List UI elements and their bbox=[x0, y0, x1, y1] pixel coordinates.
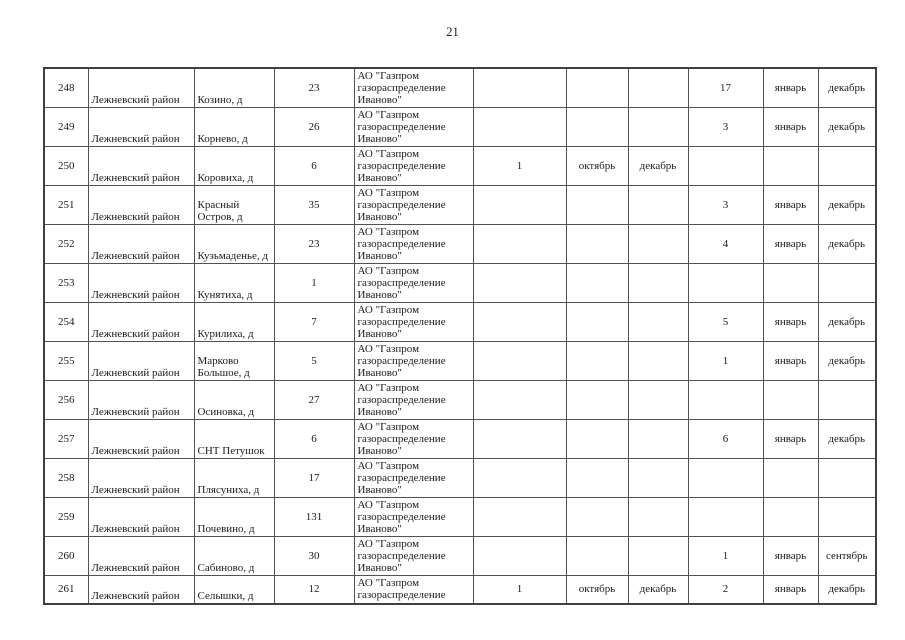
cell-supplier: АО "Газпром газораспределение Иваново" bbox=[354, 342, 473, 381]
page-number: 21 bbox=[446, 25, 459, 39]
cell-count-1: 27 bbox=[274, 381, 354, 420]
cell-settlement: Коровиха, д bbox=[194, 147, 274, 186]
cell-month-end-1 bbox=[628, 108, 688, 147]
cell-supplier: АО "Газпром газораспределение Иваново" bbox=[354, 537, 473, 576]
cell-district: Лежневский район bbox=[88, 68, 194, 108]
cell-month-start-1 bbox=[566, 303, 628, 342]
cell-count-2 bbox=[473, 342, 566, 381]
cell-month-end-2: декабрь bbox=[818, 420, 876, 459]
cell-district: Лежневский район bbox=[88, 576, 194, 604]
cell-month-start-2 bbox=[763, 147, 818, 186]
cell-count-2 bbox=[473, 498, 566, 537]
cell-count-1: 30 bbox=[274, 537, 354, 576]
cell-supplier: АО "Газпром газораспределение Иваново" bbox=[354, 459, 473, 498]
cell-month-end-2: сентябрь bbox=[818, 537, 876, 576]
cell-settlement: Почевино, д bbox=[194, 498, 274, 537]
cell-supplier: АО "Газпром газораспределение Иваново" bbox=[354, 303, 473, 342]
cell-district: Лежневский район bbox=[88, 342, 194, 381]
cell-count-2 bbox=[473, 264, 566, 303]
cell-month-end-1 bbox=[628, 459, 688, 498]
cell-count-2 bbox=[473, 186, 566, 225]
cell-month-start-1 bbox=[566, 420, 628, 459]
cell-district: Лежневский район bbox=[88, 420, 194, 459]
cell-month-start-2 bbox=[763, 381, 818, 420]
cell-month-end-2 bbox=[818, 498, 876, 537]
cell-supplier: АО "Газпром газораспределение bbox=[354, 576, 473, 604]
cell-count-3: 2 bbox=[688, 576, 763, 604]
cell-count-1: 35 bbox=[274, 186, 354, 225]
table-row bbox=[44, 498, 876, 537]
cell-settlement: Кузьмаденье, д bbox=[194, 225, 274, 264]
cell-month-end-2: декабрь bbox=[818, 68, 876, 108]
cell-month-end-2: декабрь bbox=[818, 186, 876, 225]
cell-count-1: 5 bbox=[274, 342, 354, 381]
cell-count-3 bbox=[688, 147, 763, 186]
cell-row-number: 260 bbox=[44, 537, 88, 576]
cell-supplier: АО "Газпром газораспределение Иваново" bbox=[354, 225, 473, 264]
cell-month-end-1 bbox=[628, 264, 688, 303]
cell-count-2 bbox=[473, 420, 566, 459]
cell-month-start-1 bbox=[566, 108, 628, 147]
cell-district: Лежневский район bbox=[88, 381, 194, 420]
cell-month-start-2: январь bbox=[763, 342, 818, 381]
cell-month-start-1 bbox=[566, 381, 628, 420]
cell-settlement: Красный Остров, д bbox=[194, 186, 274, 225]
table-row bbox=[44, 186, 876, 225]
cell-settlement: Осиновка, д bbox=[194, 381, 274, 420]
cell-month-end-2: декабрь bbox=[818, 108, 876, 147]
table-row bbox=[44, 459, 876, 498]
cell-count-3 bbox=[688, 264, 763, 303]
cell-count-1: 1 bbox=[274, 264, 354, 303]
cell-month-end-1 bbox=[628, 381, 688, 420]
cell-row-number: 261 bbox=[44, 576, 88, 604]
cell-month-end-1 bbox=[628, 225, 688, 264]
cell-settlement: Селышки, д bbox=[194, 576, 274, 604]
cell-settlement: Плясуниха, д bbox=[194, 459, 274, 498]
cell-row-number: 257 bbox=[44, 420, 88, 459]
cell-month-start-1: октябрь bbox=[566, 147, 628, 186]
cell-settlement: Кунятиха, д bbox=[194, 264, 274, 303]
cell-district: Лежневский район bbox=[88, 264, 194, 303]
cell-month-start-2 bbox=[763, 498, 818, 537]
cell-count-3 bbox=[688, 498, 763, 537]
cell-count-3: 17 bbox=[688, 68, 763, 108]
cell-month-end-2 bbox=[818, 459, 876, 498]
table-row bbox=[44, 381, 876, 420]
cell-month-end-1 bbox=[628, 68, 688, 108]
cell-count-1: 131 bbox=[274, 498, 354, 537]
cell-count-3: 3 bbox=[688, 108, 763, 147]
table-row bbox=[44, 420, 876, 459]
cell-count-1: 12 bbox=[274, 576, 354, 604]
cell-settlement: Сабиново, д bbox=[194, 537, 274, 576]
cell-row-number: 255 bbox=[44, 342, 88, 381]
cell-count-1: 26 bbox=[274, 108, 354, 147]
cell-month-end-1: декабрь bbox=[628, 576, 688, 604]
table-row bbox=[44, 68, 876, 108]
cell-count-3: 1 bbox=[688, 342, 763, 381]
cell-count-2 bbox=[473, 108, 566, 147]
cell-count-1: 6 bbox=[274, 420, 354, 459]
cell-month-start-2: январь bbox=[763, 537, 818, 576]
cell-month-start-2: январь bbox=[763, 68, 818, 108]
cell-month-end-2: декабрь bbox=[818, 342, 876, 381]
cell-count-1: 6 bbox=[274, 147, 354, 186]
cell-count-2 bbox=[473, 537, 566, 576]
cell-row-number: 253 bbox=[44, 264, 88, 303]
cell-month-start-2: январь bbox=[763, 576, 818, 604]
cell-month-end-2: декабрь bbox=[818, 225, 876, 264]
cell-count-3 bbox=[688, 381, 763, 420]
cell-month-start-1 bbox=[566, 68, 628, 108]
table-row bbox=[44, 576, 876, 604]
cell-settlement: Козино, д bbox=[194, 68, 274, 108]
cell-month-end-1 bbox=[628, 498, 688, 537]
cell-count-1: 7 bbox=[274, 303, 354, 342]
cell-month-start-2 bbox=[763, 459, 818, 498]
cell-district: Лежневский район bbox=[88, 498, 194, 537]
cell-supplier: АО "Газпром газораспределение Иваново" bbox=[354, 420, 473, 459]
cell-month-end-1 bbox=[628, 342, 688, 381]
cell-count-2 bbox=[473, 68, 566, 108]
cell-month-end-1 bbox=[628, 420, 688, 459]
cell-row-number: 252 bbox=[44, 225, 88, 264]
cell-month-start-1 bbox=[566, 264, 628, 303]
cell-month-end-2 bbox=[818, 147, 876, 186]
cell-month-end-2: декабрь bbox=[818, 576, 876, 604]
cell-count-3: 5 bbox=[688, 303, 763, 342]
cell-month-end-1 bbox=[628, 537, 688, 576]
cell-district: Лежневский район bbox=[88, 108, 194, 147]
cell-row-number: 248 bbox=[44, 68, 88, 108]
cell-count-2: 1 bbox=[473, 576, 566, 604]
cell-count-3: 3 bbox=[688, 186, 763, 225]
cell-month-end-2: декабрь bbox=[818, 303, 876, 342]
cell-month-end-1: декабрь bbox=[628, 147, 688, 186]
cell-month-end-2 bbox=[818, 264, 876, 303]
cell-count-1: 23 bbox=[274, 68, 354, 108]
cell-month-start-2: январь bbox=[763, 108, 818, 147]
cell-month-start-1 bbox=[566, 186, 628, 225]
cell-row-number: 258 bbox=[44, 459, 88, 498]
cell-month-start-1 bbox=[566, 537, 628, 576]
cell-month-start-2 bbox=[763, 264, 818, 303]
table-body bbox=[44, 68, 876, 604]
cell-count-3: 6 bbox=[688, 420, 763, 459]
cell-month-start-1 bbox=[566, 498, 628, 537]
table-row bbox=[44, 108, 876, 147]
cell-district: Лежневский район bbox=[88, 303, 194, 342]
cell-row-number: 256 bbox=[44, 381, 88, 420]
cell-count-3 bbox=[688, 459, 763, 498]
cell-count-2 bbox=[473, 381, 566, 420]
table-row bbox=[44, 225, 876, 264]
cell-count-2 bbox=[473, 459, 566, 498]
table-row bbox=[44, 147, 876, 186]
cell-supplier: АО "Газпром газораспределение Иваново" bbox=[354, 498, 473, 537]
cell-supplier: АО "Газпром газораспределение Иваново" bbox=[354, 68, 473, 108]
cell-month-start-1 bbox=[566, 225, 628, 264]
cell-count-3: 4 bbox=[688, 225, 763, 264]
cell-row-number: 259 bbox=[44, 498, 88, 537]
table-row bbox=[44, 264, 876, 303]
cell-month-start-2: январь bbox=[763, 420, 818, 459]
cell-month-start-2: январь bbox=[763, 303, 818, 342]
cell-month-start-2: январь bbox=[763, 186, 818, 225]
cell-month-end-1 bbox=[628, 303, 688, 342]
cell-district: Лежневский район bbox=[88, 459, 194, 498]
cell-district: Лежневский район bbox=[88, 225, 194, 264]
cell-supplier: АО "Газпром газораспределение Иваново" bbox=[354, 381, 473, 420]
cell-row-number: 251 bbox=[44, 186, 88, 225]
cell-supplier: АО "Газпром газораспределение Иваново" bbox=[354, 264, 473, 303]
cell-row-number: 254 bbox=[44, 303, 88, 342]
cell-supplier: АО "Газпром газораспределение Иваново" bbox=[354, 147, 473, 186]
gasification-schedule-table bbox=[43, 67, 877, 605]
cell-count-2 bbox=[473, 225, 566, 264]
cell-district: Лежневский район bbox=[88, 186, 194, 225]
table-row bbox=[44, 303, 876, 342]
cell-row-number: 249 bbox=[44, 108, 88, 147]
cell-settlement: Корнево, д bbox=[194, 108, 274, 147]
cell-month-end-1 bbox=[628, 186, 688, 225]
table-row bbox=[44, 537, 876, 576]
cell-district: Лежневский район bbox=[88, 147, 194, 186]
cell-count-1: 17 bbox=[274, 459, 354, 498]
cell-district: Лежневский район bbox=[88, 537, 194, 576]
cell-count-2: 1 bbox=[473, 147, 566, 186]
cell-month-start-1: октябрь bbox=[566, 576, 628, 604]
cell-count-3: 1 bbox=[688, 537, 763, 576]
cell-row-number: 250 bbox=[44, 147, 88, 186]
cell-settlement: СНТ Петушок bbox=[194, 420, 274, 459]
cell-supplier: АО "Газпром газораспределение Иваново" bbox=[354, 186, 473, 225]
cell-count-2 bbox=[473, 303, 566, 342]
cell-settlement: Курилиха, д bbox=[194, 303, 274, 342]
cell-supplier: АО "Газпром газораспределение Иваново" bbox=[354, 108, 473, 147]
cell-month-end-2 bbox=[818, 381, 876, 420]
cell-month-start-1 bbox=[566, 459, 628, 498]
cell-settlement: Марково Большое, д bbox=[194, 342, 274, 381]
cell-month-start-2: январь bbox=[763, 225, 818, 264]
cell-count-1: 23 bbox=[274, 225, 354, 264]
cell-month-start-1 bbox=[566, 342, 628, 381]
table-row bbox=[44, 342, 876, 381]
